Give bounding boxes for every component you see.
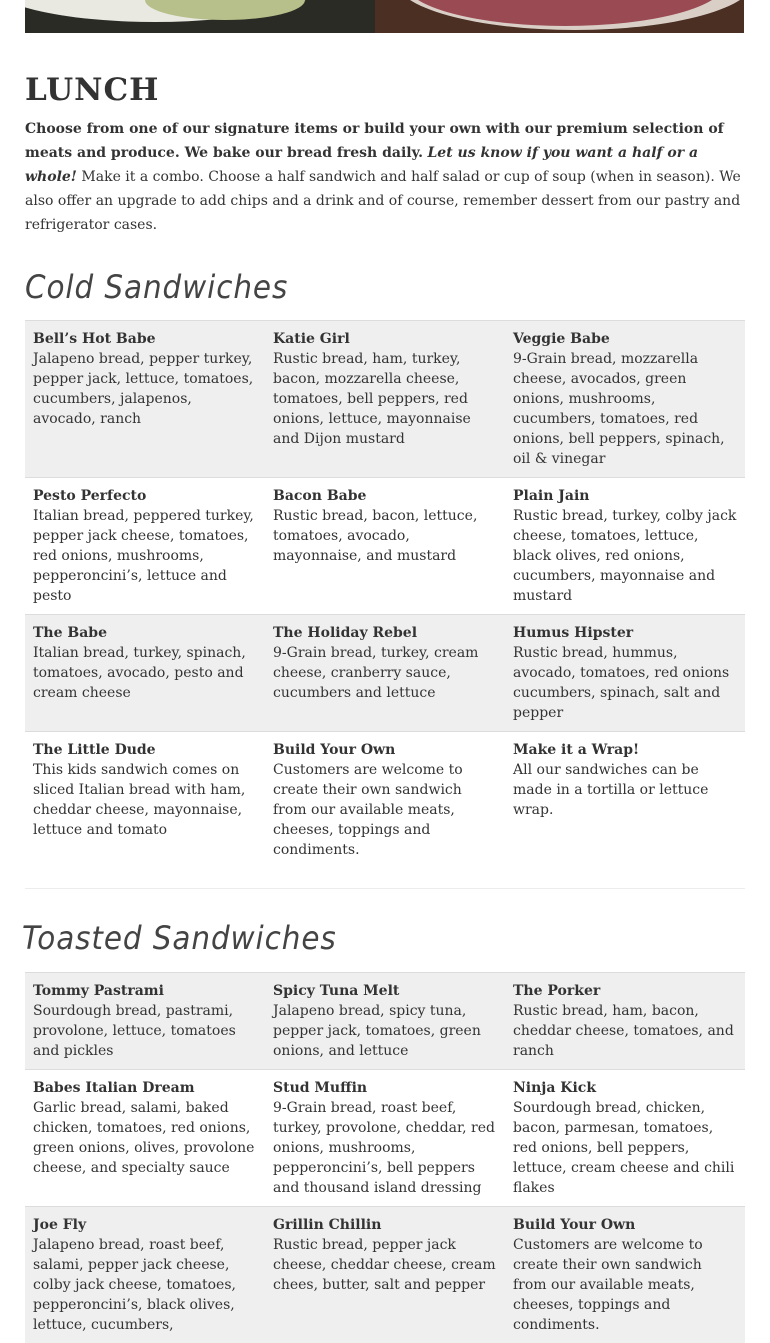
menu-item [505,1070,745,1206]
menu-item [505,478,745,614]
menu-item [505,732,745,868]
cold-sandwiches-grid [25,320,745,868]
menu-item-name: Tommy Pastrami [33,983,164,999]
menu-item [265,478,505,614]
menu-item [25,615,265,731]
hero-image-meat [375,0,744,33]
menu-item [505,321,745,477]
toasted-sandwiches-heading: Toasted Sandwiches [22,919,337,957]
menu-item [265,321,505,477]
menu-item-description: Sourdough bread, pastrami, provolone, lettuce, tomatoes and pickles [33,1003,236,1059]
menu-item [25,1070,265,1206]
menu-item-description: Rustic bread, bacon, lettuce, tomatoes, avocado, mayonnaise, and mustard [273,508,478,564]
menu-item [505,1207,745,1343]
menu-item-description: All our sandwiches can be made in a tortilla or lettuce wrap. [513,762,709,818]
toasted-sandwiches-grid [25,972,745,1343]
menu-item [25,732,265,868]
menu-item [25,321,265,477]
menu-item-name: Grillin Chillin [273,1217,382,1233]
menu-item-name: Stud Muffin [273,1080,368,1096]
menu-item-description: Rustic bread, ham, bacon, cheddar cheese, tomatoes, and ranch [513,1003,734,1059]
menu-item-description: Italian bread, peppered turkey, pepper jack cheese, tomatoes, red onions, mushrooms, pepperoncini’s, lettuce and pesto [33,508,254,604]
menu-item-name: The Porker [513,983,601,999]
menu-item [25,1207,265,1343]
menu-item-name: The Babe [33,625,107,641]
menu-item-description: Italian bread, turkey, spinach, tomatoes, avocado, pesto and cream cheese [33,645,246,701]
menu-item-description: Garlic bread, salami, baked chicken, tomatoes, red onions, green onions, olives, provolone cheese, and specialty sauce [33,1100,255,1176]
menu-item-name: Humus Hipster [513,625,634,641]
menu-item-description: Jalapeno bread, roast beef, salami, pepper jack cheese, colby jack cheese, tomatoes, pepperoncini’s, black olives, lettuce, cucumbers, [33,1237,236,1333]
intro-half-whole-text: Let us know if you want a half or a whole! [25,145,699,185]
section-divider [25,888,745,889]
menu-item-description: Customers are welcome to create their own sandwich from our available meats, cheeses, toppings and condiments. [273,762,463,858]
menu-item-name: Ninja Kick [513,1080,597,1096]
menu-item-description: 9-Grain bread, turkey, cream cheese, cranberry sauce, cucumbers and lettuce [273,645,479,701]
intro-paragraph [25,117,745,237]
menu-item [505,615,745,731]
menu-item-name: Veggie Babe [513,331,610,347]
intro-combo-text: Make it a combo. Choose a half sandwich and half salad or cup of soup (when in season). We also offer an upgrade to add chips and a drink and of course, remember dessert from our pastry and refrigerator cases. [25,169,741,233]
menu-item-name: Plain Jain [513,488,590,504]
menu-item-name: Bacon Babe [273,488,367,504]
menu-item-name: Build Your Own [273,742,396,758]
menu-row [25,732,745,868]
menu-item-description: Sourdough bread, chicken, bacon, parmesan, tomatoes, red onions, bell peppers, lettuce, cream cheese and chili flakes [513,1100,735,1196]
menu-item-description: Rustic bread, hummus, avocado, tomatoes, red onions cucumbers, spinach, salt and pepper [513,645,730,721]
hero-image-salad [25,0,375,33]
menu-item-name: The Little Dude [33,742,156,758]
hero-image-strip [25,0,744,33]
menu-row [25,973,745,1070]
menu-item-description: Jalapeno bread, spicy tuna, pepper jack, tomatoes, green onions, and lettuce [273,1003,481,1059]
menu-row [25,321,745,478]
menu-item [265,1070,505,1206]
menu-item-description: Rustic bread, turkey, colby jack cheese, tomatoes, lettuce, black olives, red onions, cucumbers, mayonnaise and mustard [513,508,737,604]
menu-row [25,1207,745,1343]
menu-item-description: 9-Grain bread, roast beef, turkey, provolone, cheddar, red onions, mushrooms, pepperoncini’s, bell peppers and thousand island dressing [273,1100,495,1196]
menu-item-description: This kids sandwich comes on sliced Italian bread with ham, cheddar cheese, mayonnaise, lettuce and tomato [33,762,246,838]
menu-item-name: Katie Girl [273,331,350,347]
menu-row [25,1070,745,1207]
menu-item-name: Build Your Own [513,1217,636,1233]
menu-item-name: Joe Fly [33,1217,87,1233]
menu-item-name: Babes Italian Dream [33,1080,195,1096]
page-title: LUNCH [25,72,160,108]
menu-item-name: Spicy Tuna Melt [273,983,400,999]
menu-item-name: Pesto Perfecto [33,488,147,504]
menu-item [265,973,505,1069]
menu-row [25,615,745,732]
menu-item [265,732,505,868]
menu-item [265,1207,505,1343]
cold-sandwiches-heading: Cold Sandwiches [25,268,289,306]
menu-row [25,478,745,615]
menu-item-description: Customers are welcome to create their own sandwich from our available meats, cheeses, toppings and condiments. [513,1237,703,1333]
intro-bold-text: Choose from one of our signature items or build your own with our premium selection of meats and produce. We bake our bread fresh daily. [25,121,724,161]
menu-item-description: Rustic bread, ham, turkey, bacon, mozzarella cheese, tomatoes, bell peppers, red onions, lettuce, mayonnaise and Dijon mustard [273,351,471,447]
menu-item [25,973,265,1069]
menu-item-name: The Holiday Rebel [273,625,418,641]
menu-item [25,478,265,614]
menu-item [505,973,745,1069]
menu-item-description: Jalapeno bread, pepper turkey, pepper jack, lettuce, tomatoes, cucumbers, jalapenos, avocado, ranch [33,351,254,427]
menu-item-name: Make it a Wrap! [513,742,640,758]
menu-item-description: 9-Grain bread, mozzarella cheese, avocados, green onions, mushrooms, cucumbers, tomatoes, red onions, bell peppers, spinach, oil & vinegar [513,351,725,467]
menu-item [265,615,505,731]
menu-item-description: Rustic bread, pepper jack cheese, cheddar cheese, cream chees, butter, salt and pepper [273,1237,496,1293]
menu-item-name: Bell’s Hot Babe [33,331,156,347]
